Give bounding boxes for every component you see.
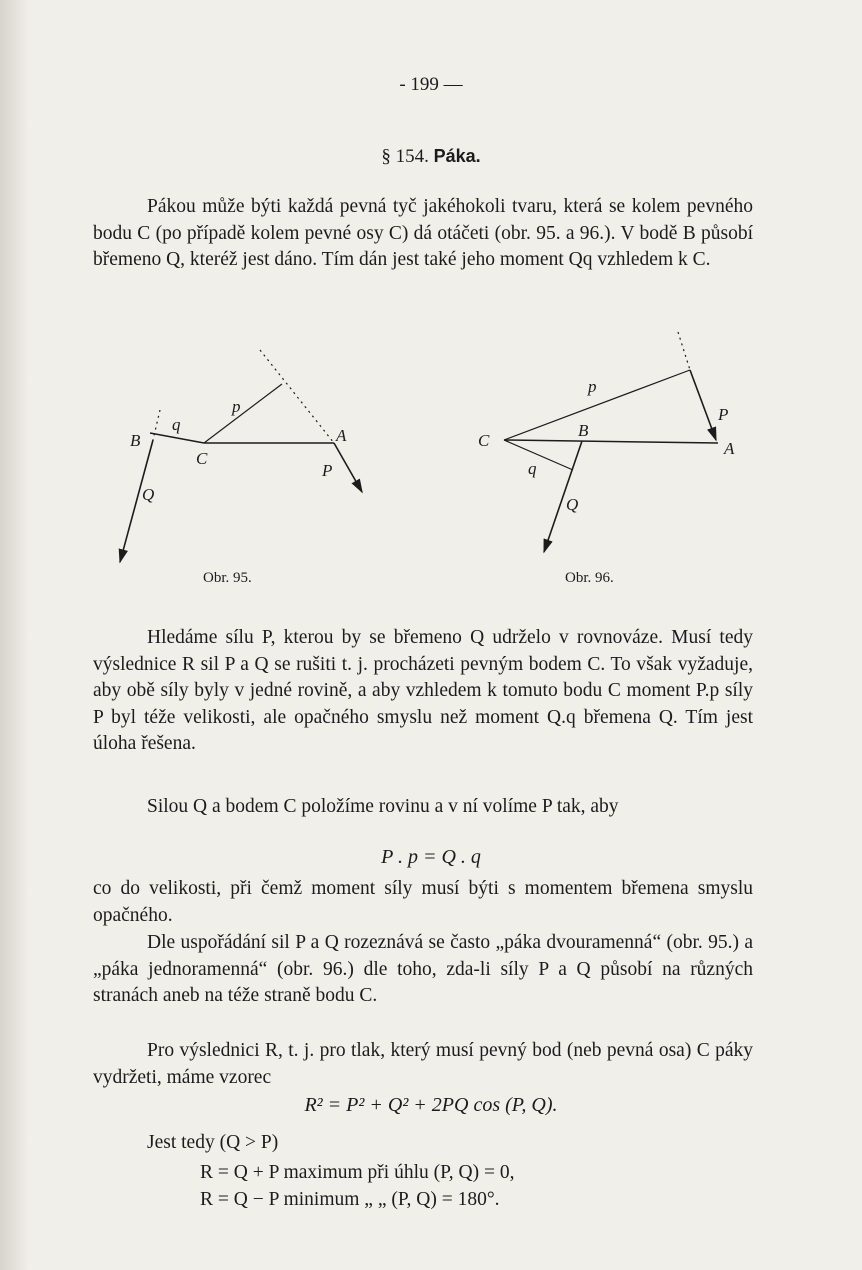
- figure-96-caption: Obr. 96.: [565, 570, 614, 586]
- lever-bar: [504, 440, 718, 443]
- line-8: R = Q + P maximum při úhlu (P, Q) = 0,: [200, 1162, 515, 1183]
- label-q: q: [528, 459, 537, 478]
- label-A: A: [336, 426, 347, 445]
- force-q-dotted: [153, 410, 160, 440]
- label-Q: Q: [142, 485, 155, 504]
- arm-p-line: [204, 384, 282, 443]
- section-title: Páka.: [433, 146, 481, 166]
- label-P: P: [322, 461, 333, 480]
- section-heading: [0, 146, 862, 168]
- label-C: C: [478, 431, 490, 450]
- label-q: q: [172, 415, 181, 434]
- force-p-dotted: [678, 332, 690, 370]
- paragraph-4: co do velikosti, při čemž moment síly musí býti s momentem břemena smyslu opačného.: [93, 878, 753, 926]
- paragraph-6: Pro výslednici R, t. j. pro tlak, který musí pevný bod (neb pevná osa) C páky vydržeti, máme vzorec: [93, 1040, 753, 1088]
- force-p-arrow: [690, 370, 716, 440]
- label-A: A: [724, 439, 735, 458]
- label-P: P: [718, 405, 729, 424]
- label-p: p: [588, 377, 597, 396]
- figure-96: [470, 330, 760, 570]
- figure-95-caption: Obr. 95.: [203, 570, 252, 586]
- label-B: B: [130, 431, 141, 450]
- arm-p-line: [504, 370, 690, 440]
- paragraph-2: Hledáme sílu P, kterou by se břemeno Q udrželo v rovnováze. Musí tedy výslednice R sil P a Q se rušiti t. j. procházeti pevným bodem C. To však vyžaduje, aby obě síly byly v jedné rovině, a aby vzhledem k tomuto bodu C moment P.p síly P byl téže velikosti, ale opačného smyslu než moment Q.q břemena Q. Tím jest úloha řešena.: [93, 627, 753, 754]
- page-edge: [0, 0, 30, 1270]
- force-p-dotted: [260, 350, 334, 443]
- equation-1: P . p = Q . q: [381, 846, 481, 868]
- page-number: - 199 —: [399, 74, 463, 95]
- label-B: B: [578, 421, 589, 440]
- paragraph-1: Pákou může býti každá pevná tyč jakéhokoli tvaru, která se kolem pevného bodu C (po případě kolem pevné osy C) dá otáčeti (obr. 95. a 96.). V bodě B působí břemeno Q, kteréž jest dáno. Tím dán jest také jeho moment Qq vzhledem k C.: [93, 196, 753, 270]
- line-7: Jest tedy (Q > P): [147, 1132, 279, 1153]
- label-p: p: [232, 397, 241, 416]
- paragraph-3: Silou Q a bodem C položíme rovinu a v ní volíme P tak, aby: [147, 796, 619, 817]
- label-C: C: [196, 449, 208, 468]
- figure-95: [108, 340, 378, 570]
- equation-2: R² = P² + Q² + 2PQ cos (P, Q).: [304, 1094, 558, 1116]
- paragraph-5: Dle uspořádání sil P a Q rozeznává se často „páka dvouramenná“ (obr. 95.) a „páka jednoramenná“ (obr. 96.) dle toho, zda-li síly P a Q působí na různých stranách aneb na téže straně bodu C.: [93, 932, 753, 1006]
- lever-bar: [150, 433, 204, 443]
- line-9: R = Q − P minimum „ „ (P, Q) = 180°.: [200, 1189, 500, 1210]
- section-symbol: § 154.: [381, 146, 429, 167]
- force-p-arrow: [334, 443, 362, 492]
- arm-q-line: [504, 440, 573, 470]
- label-Q: Q: [566, 495, 579, 514]
